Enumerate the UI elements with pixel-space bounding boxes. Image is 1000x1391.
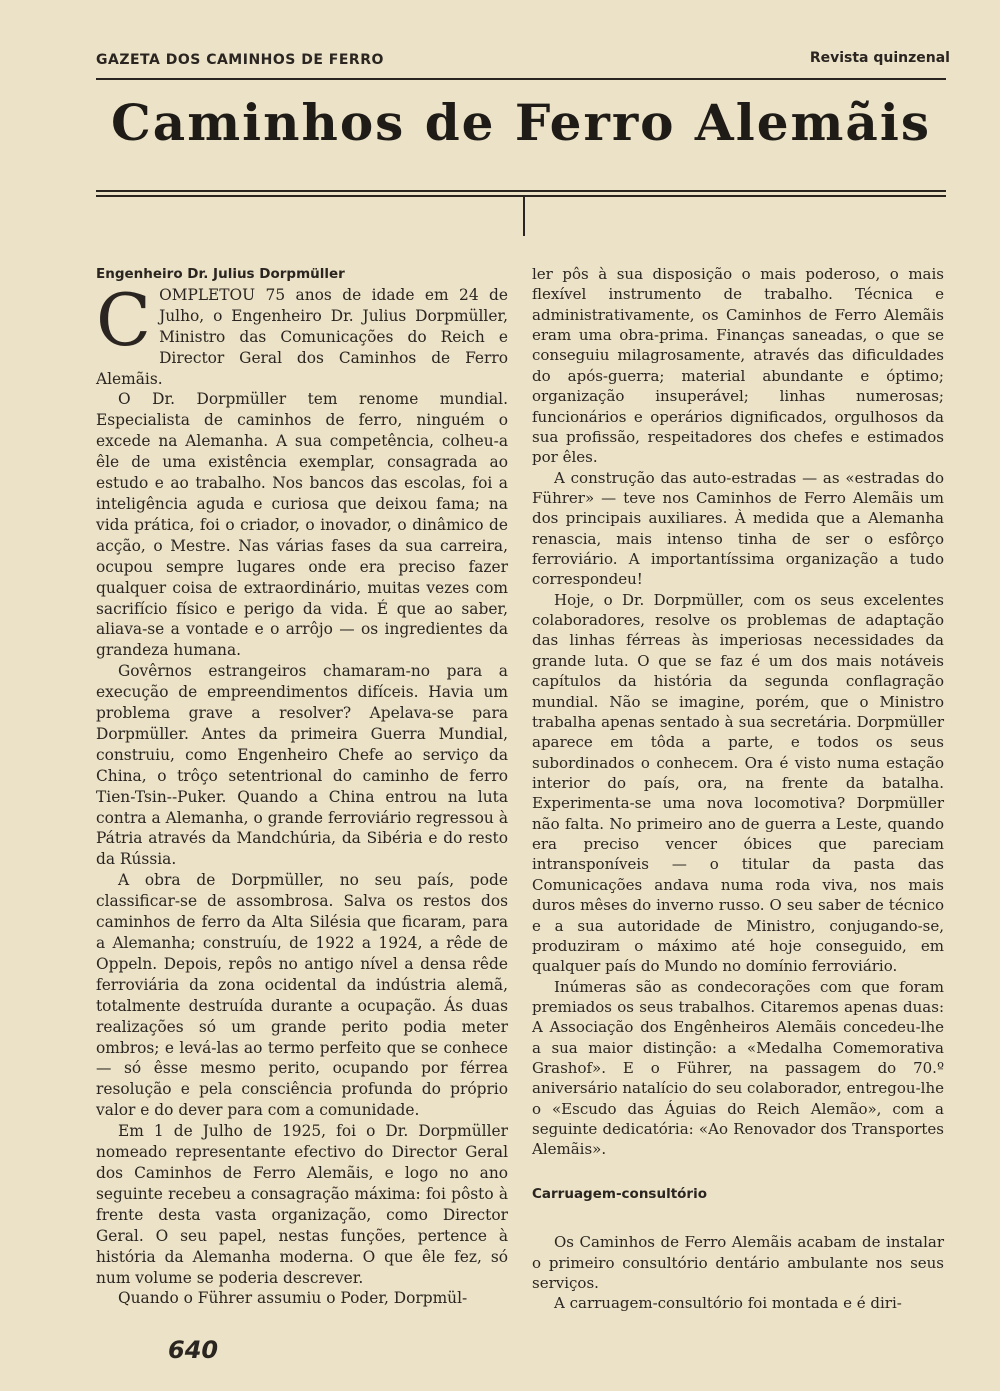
paragraph: Os Caminhos de Ferro Alemãis acabam de instalar o primeiro consultório dentário ambulante nos seus serviços.	[532, 1233, 944, 1292]
paragraph: COMPLETOU 75 anos de idade em 24 de Julho, o Engenheiro Dr. Julius Dorpmüller, Ministro das Comunicações do Reich e Director Geral dos Caminhos de Ferro Alemãis.	[96, 277, 508, 388]
header-rule	[96, 78, 946, 80]
page-number: 640	[168, 1336, 219, 1364]
paragraph: A obra de Dorpmüller, no seu país, pode classificar-se de assombrosa. Salva os restos dos caminhos de ferro da Alta Silésia que ficaram, para a Alemanha; construíu, de 1922 a 1924, a rêde de Oppeln. Depois, repôs no antigo nível a densa rêde ferroviária da zona ocidental da indústria alemã, totalmente destruída durante a ocupação. Ás duas realizações só um grande perito podia meter ombros; e levá-las ao termo perfeito que se conhece — só êsse mesmo perito, ocupando por férrea resolução e pela consciência profunda do próprio valor e do dever para com a comunidade.	[96, 871, 508, 1120]
left-column	[96, 264, 508, 1309]
paragraph: Hoje, o Dr. Dorpmüller, com os seus excelentes colaboradores, resolve os problemas de adaptação das linhas férreas às imperiosas necessidades da grande luta. O que se faz é um dos mais notáveis capítulos da história da segunda conflagração mundial. Não se imagine, porém, que o Ministro trabalha apenas sentado à sua secretária. Dorpmüller aparece em tôda a parte, e todos os seus subordinados o conhecem. Ora é visto numa estação interior do país, ora, na frente da batalha. Experimenta-se uma nova locomotiva? Dorpmüller não falta. No primeiro ano de guerra a Leste, quando era preciso vencer óbices que pareciam intransponíveis — o titular da pasta das Comunicações andava numa roda viva, nos mais duros mêses do inverno russo. O seu saber de técnico e a sua autoridade de Ministro, conjugando-se, produziram o máximo até hoje conseguido, em qualquer país do Mundo no domínio ferroviário.	[532, 590, 944, 976]
paragraph: Quando o Führer assumiu o Poder, Dorpmül-	[118, 1289, 468, 1308]
column-separator	[523, 196, 525, 236]
drop-cap: C	[96, 277, 152, 362]
byline: Engenheiro Dr. Julius Dorpmüller	[96, 266, 345, 282]
section-subheading: Carruagem-consultório	[532, 1185, 707, 1202]
paragraph: Em 1 de Julho de 1925, foi o Dr. Dorpmüller nomeado representante efectivo do Director Geral dos Caminhos de Ferro Alemãis, e logo no ano seguinte recebeu a consagração máxima: foi pôsto à frente desta vasta organização, como Director Geral. O seu papel, nestas funções, pertence à história da Alemanha moderna. O que êle fez, só num volume se poderia descrever.	[96, 1122, 508, 1287]
paragraph: O Dr. Dorpmüller tem renome mundial. Especialista de caminhos de ferro, ninguém o excede na Alemanha. A sua competência, colheu-a êle de uma existência exemplar, consagrada ao estudo e ao trabalho. Nos bancos das escolas, foi a inteligência aguda e curiosa que deixou fama; na vida prática, foi o criador, o inovador, o dinâmico de acção, o Mestre. Nas várias fases da sua carreira, ocupou sempre lugares onde era preciso fazer qualquer coisa de extraordinário, muitas vezes com sacrifício físico e perigo da vida. É que ao saber, aliava-se a vontade e o arrôjo — os ingredientes da grandeza humana.	[96, 390, 508, 660]
paragraph: Inúmeras são as condecorações com que foram premiados os seus trabalhos. Citaremos apenas duas: A Associação dos Engênheiros Alemãis concedeu-lhe a sua maior distinção: a «Medalha Comemorativa Grashof». E o Führer, na passagem do 70.º aniversário natalício do seu colaborador, entregou-lhe o «Escudo das Águias do Reich Alemão», com a seguinte dedicatória: «Ao Renovador dos Transportes Alemãis».	[532, 977, 944, 1159]
paragraph: A carruagem-consultório foi montada e é diri-	[554, 1294, 902, 1313]
paragraph: ler pôs à sua disposição o mais poderoso, o mais flexível instrumento de trabalho. Técnica e administrativamente, os Caminhos de Ferro Alemãis eram uma obra-prima. Finanças saneadas, o que se conseguiu milagrosamente, através das dificuldades do após-guerra; material abundante e óptimo; organização insuperável; linhas numerosas; funcionários e operários dignificados, orgulhosos da sua profissão, respeitadores dos chefes e estimados por êles.	[532, 265, 944, 467]
article-title: Caminhos de Ferro Alemãis	[111, 93, 931, 152]
publication-frequency: Revista quinzenal	[809, 50, 950, 66]
publication-name: GAZETA DOS CAMINHOS DE FERRO	[96, 52, 384, 68]
paragraph: A construção das auto-estradas — as «estradas do Führer» — teve nos Caminhos de Ferro Alemãis um dos principais auxiliares. À medida que a Alemanha renascia, mais intenso tinha de ser o esfôrço ferroviário. A importantíssima organização a tudo correspondeu!	[532, 468, 944, 589]
paragraph: Govêrnos estrangeiros chamaram-no para a execução de empreendimentos difíceis. Havia um problema grave a resolver? Apelava-se para Dorpmüller. Antes da primeira Guerra Mundial, construiu, como Engenheiro Chefe ao serviço da China, o trôço setentrional do caminho de ferro Tien-Tsin--Puker. Quando a China entrou na luta contra a Alemanha, o grande ferroviário regressou à Pátria através da Mandchúria, da Sibéria e do resto da Rússia.	[96, 662, 508, 869]
right-column	[532, 264, 944, 1314]
title-rule-top	[96, 190, 946, 192]
title-rule-bottom	[96, 195, 946, 197]
